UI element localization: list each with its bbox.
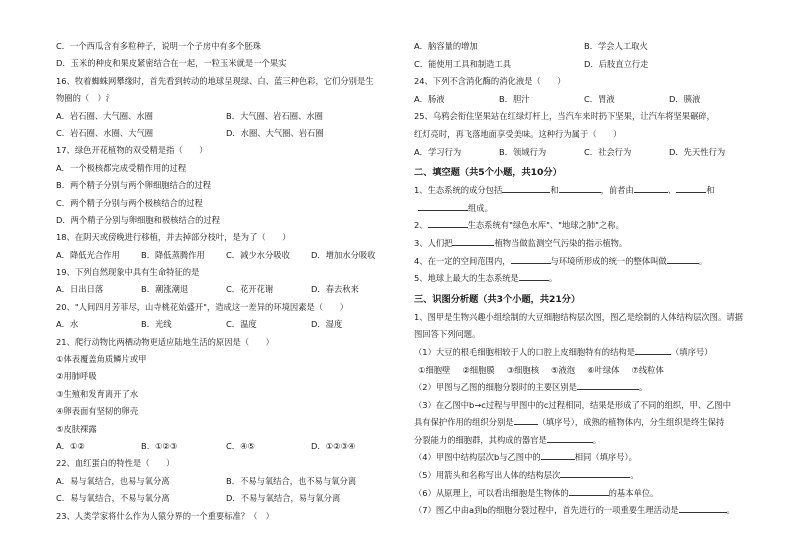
question-24: 24、下列不含消化酶的消化液是（ ）	[414, 76, 566, 87]
question-line: 物圈的（ ）氵	[56, 93, 115, 104]
options-row	[56, 490, 396, 507]
q23-options-row-2	[414, 56, 754, 74]
left-column	[56, 38, 396, 525]
option: C．易与氧结合，不易与氧分离	[56, 493, 170, 504]
blank	[577, 379, 639, 390]
question-line: ④卵表面有坚韧的卵壳	[56, 406, 139, 417]
option: C．温度	[226, 319, 257, 330]
option: B．光线	[141, 319, 172, 330]
option: C．花开花谢	[226, 284, 274, 295]
question-line: ⑤皮肤裸露	[56, 423, 97, 434]
blank	[559, 182, 601, 193]
blank	[514, 414, 538, 425]
sub-q2: （2）甲图与乙图的细胞分裂时的主要区别是 。	[414, 379, 754, 397]
option: D．先天性行为	[669, 146, 726, 157]
blank	[667, 253, 699, 264]
question-line: ①体表覆盖角质鳞片或甲	[56, 354, 147, 365]
option: A．学习行为	[414, 146, 462, 157]
fill-2: 2、 生态系统有"绿色水库"、"地球之肺"之称。	[414, 217, 754, 235]
cell-wall: ①细胞壁	[418, 364, 451, 375]
option: B．大气圈、岩石圈、水圈	[226, 110, 323, 121]
option: B．潮涨潮退	[141, 284, 189, 295]
sub-q1: （1）大豆的根毛细胞相较于人的口腔上皮细胞特有的结构是 （填序号）	[414, 344, 754, 362]
right-column	[414, 38, 754, 520]
question-line: 16、牧着蜘蛛网攀缘时，首先看到转动的地球呈现绿、白、蓝三种色彩，它们分别是生	[56, 75, 374, 86]
blank	[502, 182, 550, 193]
sub-q4: （4）甲图中结构层次b与乙图中的 相同（填序号）。	[414, 449, 754, 467]
sub-q6: （6）从原理上，可以看出细胞是生物体的 的基本单位。	[414, 485, 754, 503]
fill-5: 5、地球上最大的生态系统是 。	[414, 270, 754, 288]
question-line: D．两个精子分别与卵细胞和极核结合的过程	[56, 214, 221, 225]
blank	[519, 270, 549, 281]
question-line: 18、在阴天或傍晚进行移植，并去掉部分枝叶，是为了（ ）	[56, 232, 291, 243]
sub-q7: （7）图乙中由a到b的细胞分裂过程中，首先进行的一项重要生理活动是 。	[414, 502, 754, 520]
option: D．增加水分吸收	[311, 249, 376, 260]
sub-q3-line-1: （3）在乙图中b→c过程与甲图中的c过程相同，结果是形成了不同的组织，甲、乙图中	[414, 399, 732, 410]
question-line: ②用肺呼吸	[56, 371, 97, 382]
blank	[634, 182, 668, 193]
q25-options	[414, 144, 754, 162]
option: B．不易与氧结合，也不易与氧分离	[226, 475, 357, 486]
blank	[547, 432, 593, 443]
option: C．能使用工具和制造工具	[414, 58, 512, 69]
cell-structures	[414, 362, 754, 380]
option: A．易与氧结合，也易与氧分离	[56, 475, 170, 486]
cell-membrane: ②细胞膜	[462, 364, 495, 375]
option: C．胃液	[584, 93, 615, 104]
option: D．水圈、大气圈、岩石圈	[226, 127, 324, 138]
question-line: 23、人类学家将什么作为人猿分界的一个重要标准？（ ）	[56, 510, 274, 521]
options-row	[56, 125, 396, 142]
question-line: 20、"人间四月芳菲尽，山寺桃花始盛开"，造成这一差异的环境因素是（ ）	[56, 301, 348, 312]
question-line: 19、下列自然现象中具有生命特征的是	[56, 267, 200, 278]
question-line: C．两个精子分别与两个极核结合的过程	[56, 197, 203, 208]
question-line: ③生殖和发育离开了水	[56, 388, 139, 399]
options-row	[56, 281, 396, 298]
blank	[452, 235, 494, 246]
option: A．水	[56, 319, 79, 330]
mitochondria: ⑦线粒体	[631, 364, 664, 375]
question-line: C．一个西瓜含有多粒种子，说明一个子房中有多个胚珠	[56, 41, 261, 51]
question-line: 21、爬行动物比两栖动物更适应陆地生活的原因是（ ）	[56, 336, 274, 347]
sub-q3-line-3: 分裂能力的细胞群，其构成的器官是 。	[414, 432, 754, 450]
fill-1: 1、生态系统的成分包括 和 ，前者由 、 和	[414, 182, 754, 200]
section-fill-in-heading: 二、填空题（共5个小题，共10分）	[414, 167, 562, 179]
question-line: 17、绿色开花植物的双受精是指（ ）	[56, 145, 208, 156]
options-row	[56, 438, 396, 455]
vacuole: ⑤液泡	[551, 364, 576, 375]
blank	[569, 485, 609, 496]
blank	[511, 253, 551, 264]
fill-4: 4、在一定的空间范围内， 与环境所形成的统一的整体叫做 。	[414, 253, 754, 271]
option: C．④⑤	[226, 440, 255, 451]
question-25-line-2: 红灯亮时，再飞落地面享受美味。这种行为属于（ ）	[414, 128, 622, 139]
question-line: 22、血红蛋白的特性是（ ）	[56, 458, 175, 469]
option: A．岩石圈、大气圈、水圈	[56, 110, 153, 121]
option: D．湿度	[311, 319, 343, 330]
q23-options-row-1	[414, 38, 754, 56]
option: A．降低光合作用	[56, 249, 120, 260]
cell-nucleus: ③细胞核	[506, 364, 540, 375]
question-line: B．两个精子分别与两个卵细胞结合的过程	[56, 180, 212, 191]
blank	[560, 467, 630, 478]
option: D．不易与氧结合，易与氧分离	[226, 493, 341, 504]
option: B．领域行为	[499, 146, 547, 157]
diagram-q1-line-1: 1、图甲是生物兴趣小组绘制的大豆细胞结构层次图，图乙是绘制的人体结构层次图。请据	[414, 311, 743, 322]
chloroplast: ⑥叶绿体	[587, 364, 620, 375]
option: C．社会行为	[584, 146, 632, 157]
q24-options	[414, 91, 754, 109]
options-row	[56, 108, 396, 125]
blank	[541, 449, 575, 460]
blank	[676, 182, 706, 193]
option: D．①②③④	[311, 440, 356, 451]
blank	[635, 344, 671, 355]
question-25-line-1: 25、乌鸦会衔住坚果站在红绿灯杆上，当汽车来时扔下坚果，让汽车将坚果碾碎，	[414, 111, 715, 122]
blank	[428, 217, 468, 228]
options-row	[56, 316, 396, 333]
option: D．春去秋来	[311, 284, 359, 295]
option: D．后肢直立行走	[584, 58, 649, 69]
fill-3: 3、人们把 植物当做监测空气污染的指示植物。	[414, 235, 754, 253]
option: B．降低蒸腾作用	[141, 249, 205, 260]
section-diagram-heading: 三、识图分析题（共3个小题，共21分）	[414, 293, 581, 305]
blank	[679, 502, 727, 513]
option: A．肠液	[414, 93, 445, 104]
option: A．日出日落	[56, 284, 104, 295]
option: A．脑容量的增加	[414, 41, 478, 51]
fill-1-cont: 组成。	[414, 200, 754, 218]
option: C．岩石圈、水圈、大气圈	[56, 127, 154, 138]
options-row	[56, 473, 396, 490]
sub-q5: （5）用箭头和名称写出人体的结构层次 。	[414, 467, 754, 485]
sub-q3-line-2: 具有保护作用的组织分别是 （填序号），成熟的植物体内，分生组织是终生保持	[414, 414, 754, 432]
option: B．学会人工取火	[584, 41, 648, 51]
diagram-q1-line-2: 图回答下列问题。	[414, 329, 481, 340]
option: A．①②	[56, 440, 85, 451]
question-line: A．一个极核都完成受精作用的过程	[56, 162, 187, 173]
blank	[418, 200, 468, 211]
option: D．胰液	[669, 93, 701, 104]
option: B．胆汁	[499, 93, 530, 104]
option: C．减少水分吸收	[226, 249, 290, 260]
option: B．①②③	[141, 440, 178, 451]
question-line: D．玉米的种皮和果皮紧密结合在一起，一粒玉米就是一个果实	[56, 58, 287, 69]
options-row	[56, 247, 396, 264]
